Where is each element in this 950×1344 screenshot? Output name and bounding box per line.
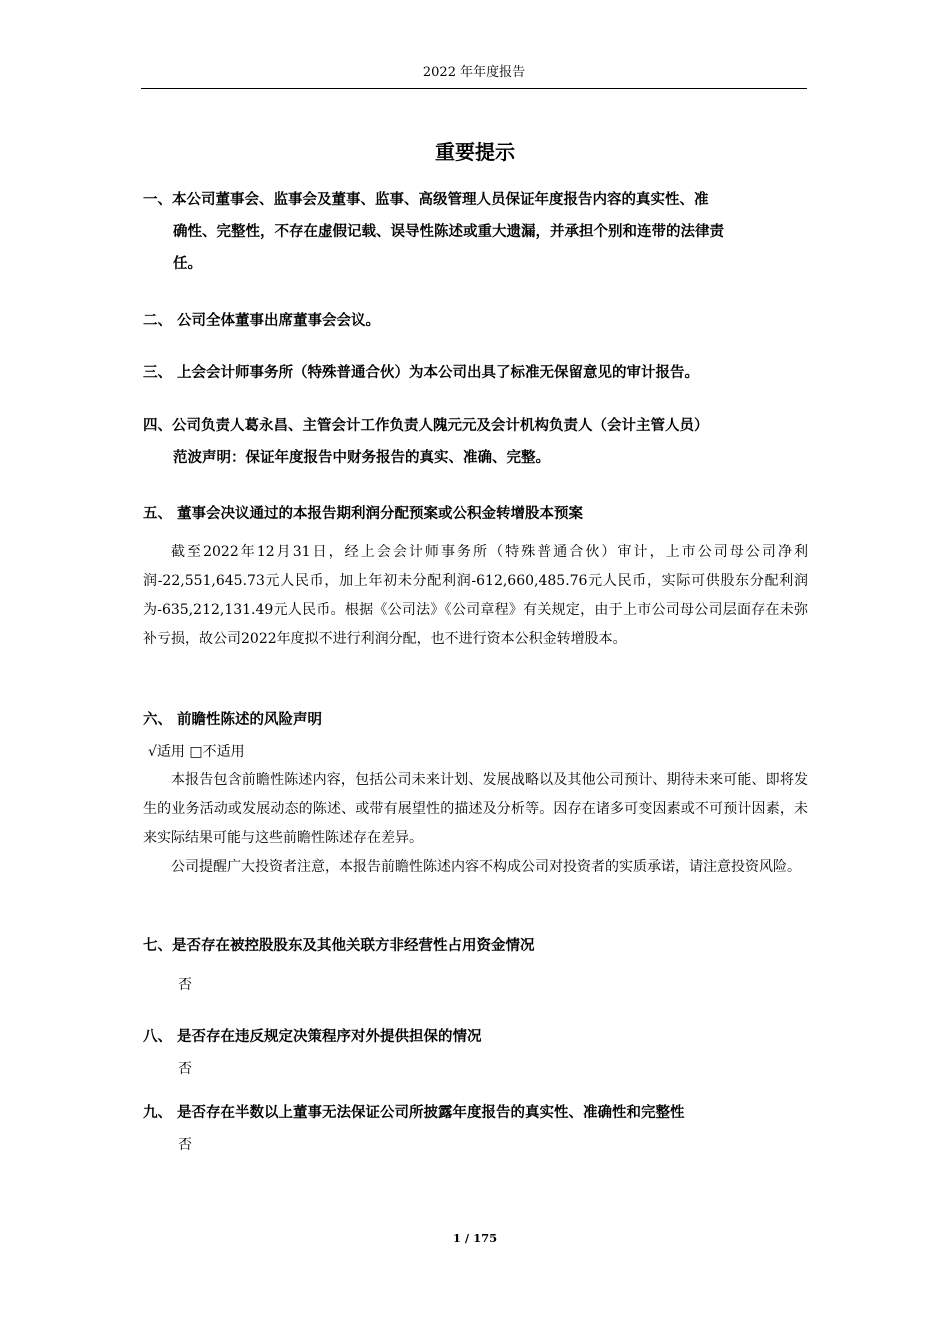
section-3: 三、 上会会计师事务所（特殊普通合伙）为本公司出具了标准无保留意见的审计报告。 (143, 365, 700, 381)
section-4-line-1: 四、公司负责人葛永昌、主管会计工作负责人隗元元及会计机构负责人（会计主管人员） (143, 418, 709, 434)
running-header: 2022 年年度报告 (422, 65, 526, 80)
section-1-line-3: 任。 (173, 256, 202, 272)
section-5-body: 截至2022年12月31日，经上会会计师事务所（特殊普通合伙）审计，上市公司母公司净利润-22,551,645.73元人民币，加上年初未分配利润-612,660,485.76元人民币，实际可供股东分配利润为-635,212,131.49元人民币。根据《公司法》《公司章程》有关规定，由于上市公司母公司层面存在未弥补亏损，故公司2022年度拟不进行利润分配，也不进行资本公积金转增股本。 (143, 544, 808, 647)
section-8-heading: 八、 是否存在违反规定决策程序对外提供担保的情况 (143, 1029, 482, 1045)
section-4-line-2: 范波声明：保证年度报告中财务报告的真实、准确、完整。 (173, 450, 550, 466)
header-rule (141, 88, 807, 89)
page-number: 1 / 175 (452, 1231, 498, 1245)
section-9-answer: 否 (178, 1137, 192, 1153)
section-6-paragraph-2: 公司提醒广大投资者注意，本报告前瞻性陈述内容不构成公司对投资者的实质承诺，请注意投资风险。 (171, 859, 801, 875)
section-7-answer: 否 (178, 977, 192, 993)
section-1-line-2: 确性、完整性，不存在虚假记载、误导性陈述或重大遗漏，并承担个别和连带的法律责 (173, 224, 724, 240)
section-6-paragraph-1: 本报告包含前瞻性陈述内容，包括公司未来计划、发展战略以及其他公司预计、期待未来可能、即将发生的业务活动或发展动态的陈述、或带有展望性的描述及分析等。因存在诸多可变因素或不可预计因素，未来实际结果可能与这些前瞻性陈述存在差异。 (143, 772, 808, 846)
section-5-heading: 五、 董事会决议通过的本报告期利润分配预案或公积金转增股本预案 (143, 506, 584, 522)
section-7-heading: 七、是否存在被控股股东及其他关联方非经营性占用资金情况 (143, 938, 535, 954)
section-1-line-1: 一、本公司董事会、监事会及董事、监事、高级管理人员保证年度报告内容的真实性、准 (143, 192, 709, 208)
section-9-heading: 九、 是否存在半数以上董事无法保证公司所披露年度报告的真实性、准确性和完整性 (143, 1105, 685, 1121)
section-1 (143, 184, 813, 280)
section-2: 二、 公司全体董事出席董事会会议。 (143, 313, 381, 329)
section-8-answer: 否 (178, 1061, 192, 1077)
section-6-heading: 六、 前瞻性陈述的风险声明 (143, 712, 323, 728)
page-title: 重要提示 (435, 140, 515, 164)
section-4 (143, 410, 813, 474)
applicability-options: √适用 □不适用 (148, 744, 245, 760)
